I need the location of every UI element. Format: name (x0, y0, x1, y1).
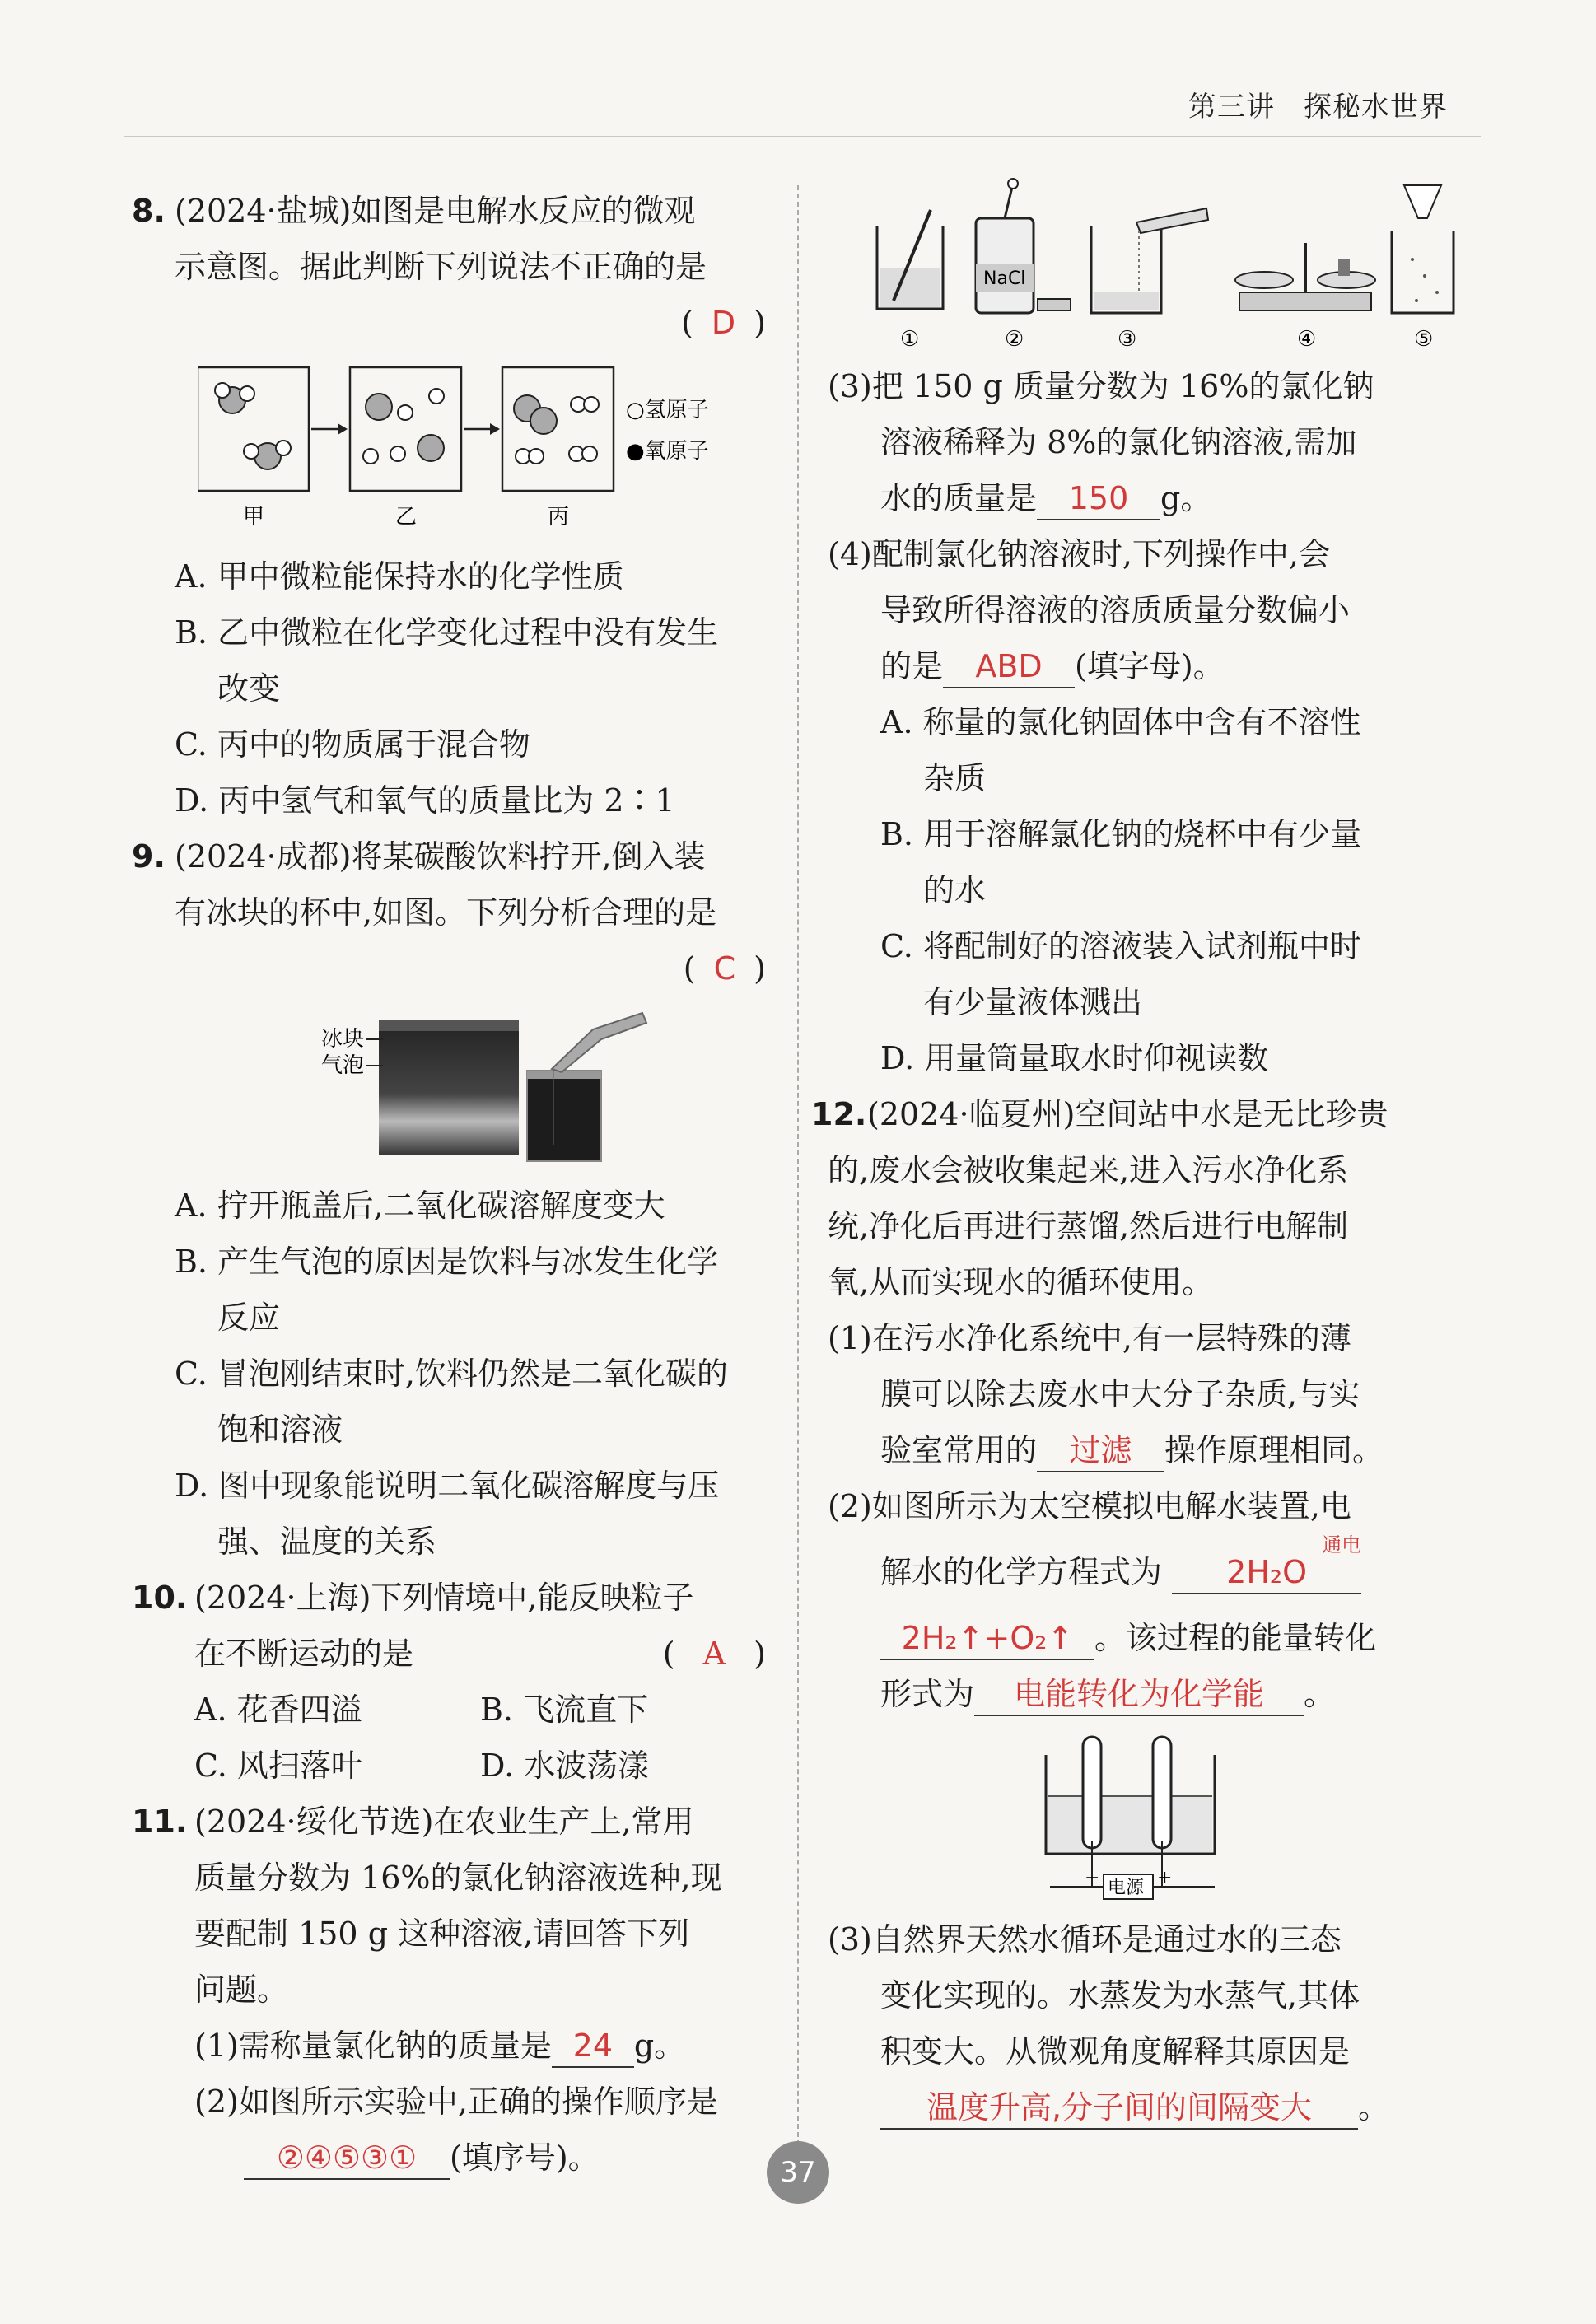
question-stem: (2024·临夏州)空间站中水是无比珍贵 (867, 1096, 1388, 1132)
question-10 (132, 1570, 766, 1794)
page-number: 37 (767, 2141, 829, 2204)
legend-hydrogen: ○氢原子 (626, 398, 709, 422)
page-header: 第三讲 探秘水世界 (1188, 91, 1448, 124)
option-d: D. 用量筒量取水时仰视读数 (880, 1040, 1269, 1076)
option-b: B. 用于溶解氯化钠的烧杯中有少量 的水 (880, 816, 1362, 908)
question-9 (132, 828, 766, 1570)
option-a: A. 称量的氯化钠固体中含有不溶性 杂质 (880, 704, 1361, 796)
equation-blank: 2H₂O 通电 (1172, 1552, 1361, 1594)
figure-label: 丙 (548, 505, 570, 530)
answer: C (713, 950, 736, 987)
answer-blank: 过滤 (1037, 1430, 1164, 1472)
minus-label: − (1085, 1868, 1100, 1888)
question-stem: 质量分数为 16%的氯化钠溶液选种,现 (194, 1860, 722, 1896)
label-ice: 冰块 (321, 1027, 365, 1052)
option-a: A. 甲中微粒能保持水的化学性质 (175, 558, 624, 595)
question-stem: 氧,从而实现水的循环使用。 (828, 1264, 1214, 1300)
plus-label: + (1157, 1868, 1173, 1888)
question-8 (132, 183, 766, 828)
electrolysis-micro-figure (198, 359, 824, 540)
answer-blank: ABD (943, 646, 1075, 688)
sub-question-2: (2)如图所示实验中,正确的操作顺序是 ②④⑤③① (填序号)。 (194, 2074, 766, 2186)
question-number: 11. (132, 1804, 188, 1840)
answer-bracket: ( D ) (175, 295, 766, 351)
figure-label: ① (900, 327, 920, 350)
right-column (811, 177, 1462, 2135)
question-stem: 在不断运动的是 (194, 1636, 414, 1672)
option-a: A. 拧开瓶盖后,二氧化碳溶解度变大 (175, 1188, 665, 1224)
figure-label: ③ (1118, 327, 1137, 350)
answer-blank: 电能转化为化学能 (974, 1673, 1304, 1716)
question-stem: (2024·绥化节选)在农业生产上,常用 (194, 1804, 694, 1840)
electrolysis-apparatus-figure (828, 1730, 1462, 1903)
sub-question-1: (1)需称量氯化钠的质量是 24 g。 (194, 2018, 766, 2074)
answer-blank: 温度升高,分子间的间隔变大 (880, 2087, 1358, 2130)
option-c: C. 丙中的物质属于混合物 (175, 726, 530, 763)
question-stem: 有冰块的杯中,如图。下列分析合理的是 (175, 894, 717, 931)
figure-label: ⑤ (1414, 327, 1434, 350)
q12-sub-question-1: (1)在污水净化系统中,有一层特殊的薄 膜可以除去废水中大分子杂质,与实 验室常用的 过滤 操作原理相同。 (828, 1310, 1462, 1478)
question-number: 8. (132, 193, 166, 229)
option-d: D. 丙中氢气和氧气的质量比为 2∶1 (175, 782, 675, 819)
option-c: C. 风扫落叶 (194, 1748, 362, 1784)
figure-label: ② (1005, 327, 1024, 350)
left-column (132, 183, 766, 2186)
question-number: 9. (132, 838, 166, 875)
question-stem: 示意图。据此判断下列说法不正确的是 (175, 249, 707, 285)
option-b: B. 产生气泡的原因是饮料与冰发生化学 反应 (175, 1244, 719, 1336)
power-label: 电源 (1108, 1878, 1145, 1898)
soda-glass-figure (132, 1005, 758, 1169)
question-stem: (2024·上海)下列情境中,能反映粒子 (194, 1580, 694, 1616)
q11-sub-question-4: (4)配制氯化钠溶液时,下列操作中,会 导致所得溶液的溶质质量分数偏小 的是 ABD (填字母)。 (828, 526, 1462, 694)
answer-bracket: ( C ) (175, 940, 766, 996)
solution-preparation-figure (828, 177, 1462, 350)
option-a: A. 花香四溢 (194, 1692, 362, 1728)
answer-blank: 150 (1037, 478, 1160, 520)
question-stem: 的,废水会被收集起来,进入污水净化系 (828, 1152, 1349, 1188)
equation-blank: 2H₂↑+O₂↑ (880, 1617, 1094, 1660)
answer-blank: ②④⑤③① (244, 2137, 450, 2180)
answer-blank: 24 (552, 2025, 634, 2068)
option-b: B. 飞流直下 (480, 1692, 649, 1728)
question-stem: 统,净化后再进行蒸馏,然后进行电解制 (828, 1208, 1349, 1244)
question-stem: (2024·成都)将某碳酸饮料拧开,倒入装 (175, 838, 706, 875)
label-bubble: 气泡 (321, 1053, 365, 1078)
header-rule (124, 136, 1481, 137)
option-c: C. 冒泡刚结束时,饮料仍然是二氧化碳的 饱和溶液 (175, 1356, 728, 1448)
legend-oxygen: ●氧原子 (626, 439, 709, 464)
question-stem: 问题。 (194, 1972, 289, 2008)
q12-sub-question-3: (3)自然界天然水循环是通过水的三态 变化实现的。水蒸发为水蒸气,其体 积变大。从微观角度解释其原因是 温度升高,分子间的间隔变大 。 (828, 1911, 1462, 2135)
answer-bracket: ( A ) (662, 1636, 766, 1672)
figure-label: 乙 (395, 505, 418, 530)
nacl-label: NaCl (983, 268, 1026, 289)
option-c: C. 将配制好的溶液装入试剂瓶中时 有少量液体溅出 (880, 928, 1361, 1020)
question-number: 12. (811, 1096, 867, 1132)
question-number: 10. (132, 1580, 188, 1616)
option-d: D. 图中现象能说明二氧化碳溶解度与压 强、温度的关系 (175, 1468, 720, 1560)
q11-sub-question-3: (3)把 150 g 质量分数为 16%的氯化钠 溶液稀释为 8%的氯化钠溶液,需加 水的质量是 150 g。 (828, 358, 1462, 526)
figure-label: 甲 (243, 505, 265, 530)
answer: D (711, 305, 736, 341)
q12-sub-question-2: (2)如图所示为太空模拟电解水装置,电 解水的化学方程式为 2H₂O 通电 2H₂↑+O₂↑ 。该过程的能量转化 形式为 电能转化为化学能 。 (828, 1478, 1462, 1722)
option-d: D. 水波荡漾 (480, 1748, 650, 1784)
question-stem: (2024·盐城)如图是电解水反应的微观 (175, 193, 696, 229)
question-11 (132, 1794, 766, 2186)
answer: A (702, 1636, 726, 1672)
figure-label: ④ (1297, 327, 1317, 350)
options-row (194, 1682, 766, 1738)
question-12 (811, 1086, 1462, 2135)
option-b: B. 乙中微粒在化学变化过程中没有发生 改变 (175, 614, 719, 707)
options-row (194, 1738, 766, 1794)
question-stem: 要配制 150 g 这种溶液,请回答下列 (194, 1916, 690, 1952)
